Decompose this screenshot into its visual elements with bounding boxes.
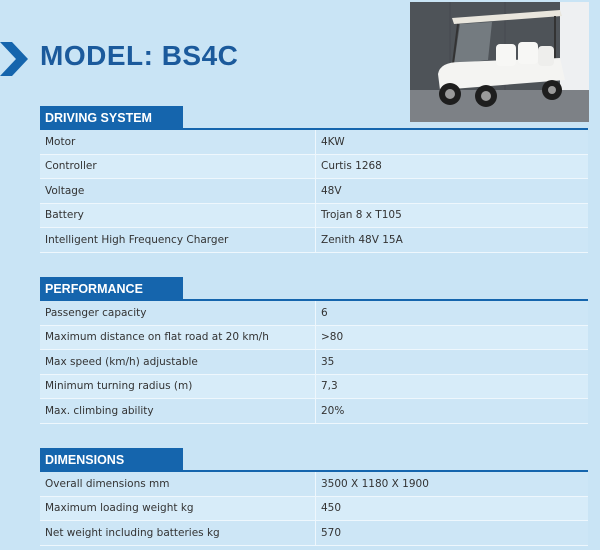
- page-title: MODEL: BS4C: [40, 40, 239, 71]
- spec-key: Passenger capacity: [40, 301, 316, 325]
- spec-value: Trojan 8 x T105: [316, 203, 589, 228]
- table-row: [40, 399, 588, 424]
- spec-value: >80: [316, 325, 589, 350]
- spec-key: Minimum turning radius (m): [40, 374, 316, 399]
- table-row: [40, 374, 588, 399]
- section-header: [40, 277, 588, 301]
- spec-table: [40, 472, 588, 546]
- spec-key: Maximum loading weight kg: [40, 496, 316, 521]
- spec-key: Controller: [40, 154, 316, 179]
- spec-value: 450: [316, 496, 589, 521]
- spec-value: 48V: [316, 179, 589, 204]
- spec-value: 35: [316, 350, 589, 375]
- table-row: [40, 154, 588, 179]
- section-title: DRIVING SYSTEM: [40, 106, 183, 130]
- table-row: [40, 203, 588, 228]
- spec-key: Intelligent High Frequency Charger: [40, 228, 316, 253]
- spec-value: 3500 X 1180 X 1900: [316, 472, 589, 496]
- table-row: [40, 228, 588, 253]
- section-title: PERFORMANCE: [40, 277, 183, 301]
- spec-key: Maximum distance on flat road at 20 km/h: [40, 325, 316, 350]
- golf-cart-photo: [410, 2, 589, 122]
- table-row: [40, 130, 588, 154]
- section-dimensions: [40, 448, 588, 546]
- spec-key: Voltage: [40, 179, 316, 204]
- table-row: [40, 472, 588, 496]
- table-row: [40, 179, 588, 204]
- spec-key: Motor: [40, 130, 316, 154]
- table-row: [40, 325, 588, 350]
- spec-value: 6: [316, 301, 589, 325]
- section-header: [40, 448, 588, 472]
- spec-value: Zenith 48V 15A: [316, 228, 589, 253]
- section-header: [40, 106, 588, 130]
- spec-value: 4KW: [316, 130, 589, 154]
- spec-key: Net weight including batteries kg: [40, 521, 316, 546]
- section-title: DIMENSIONS: [40, 448, 183, 472]
- section-driving-system: [40, 106, 588, 253]
- spec-key: Max. climbing ability: [40, 399, 316, 424]
- section-performance: [40, 277, 588, 424]
- table-row: [40, 496, 588, 521]
- chevron-right-icon: [0, 42, 28, 76]
- table-row: [40, 521, 588, 546]
- table-row: [40, 301, 588, 325]
- spec-table: [40, 301, 588, 424]
- table-row: [40, 350, 588, 375]
- spec-value: 7,3: [316, 374, 589, 399]
- spec-key: Battery: [40, 203, 316, 228]
- spec-key: Overall dimensions mm: [40, 472, 316, 496]
- spec-key: Max speed (km/h) adjustable: [40, 350, 316, 375]
- spec-value: Curtis 1268: [316, 154, 589, 179]
- spec-value: 570: [316, 521, 589, 546]
- spec-table: [40, 130, 588, 253]
- spec-value: 20%: [316, 399, 589, 424]
